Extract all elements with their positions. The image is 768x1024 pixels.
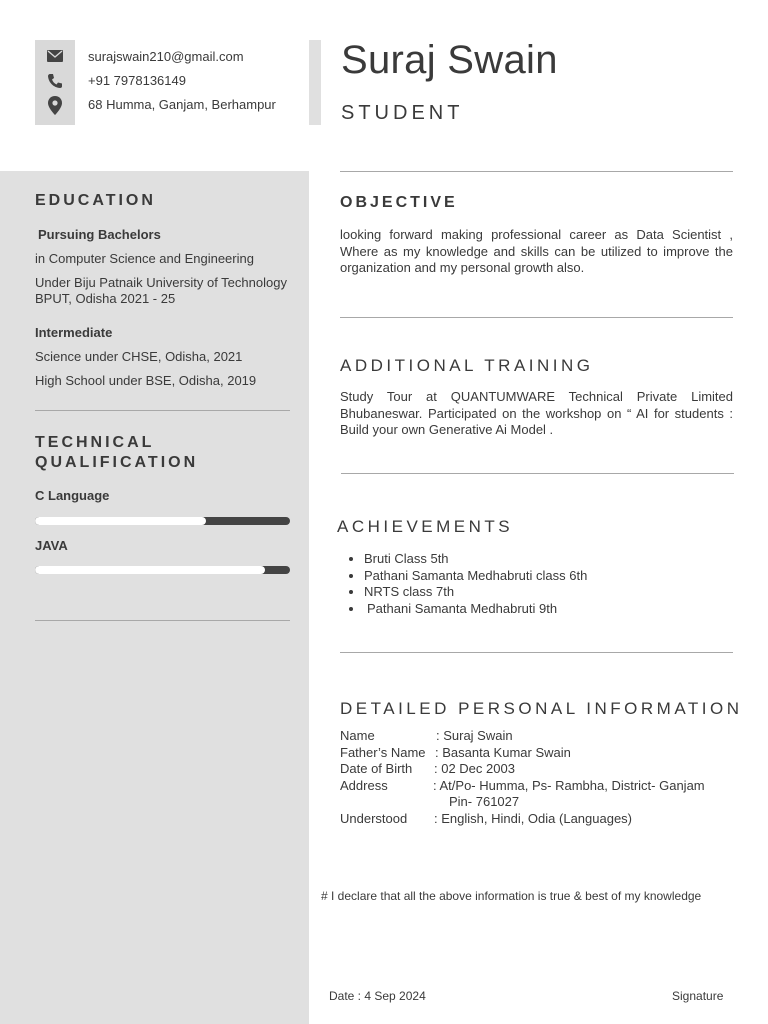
phone-icon [47,73,63,89]
education-title: EDUCATION [35,192,156,209]
divider [35,410,290,411]
personal-row [340,761,740,778]
training-text: Study Tour at QUANTUMWARE Technical Private Limited Bhubaneswar. Participated on the workshop on “ AI for students : Build your own Generative Ai Model . [340,389,733,437]
personal-value: : English, Hindi, Odia (Languages) [434,811,633,826]
skill-bar-java [35,566,290,574]
personal-value: Pin- 761027 [449,794,520,809]
personal-row [340,778,740,795]
technical-title: TECHNICAL QUALIFICATION [35,434,199,471]
skill-name-c: C Language [35,488,110,503]
personal-label: Name [340,728,375,743]
education-university: Under Biju Patnaik University of Technology BPUT, Odisha 2021 - 25 [35,275,287,306]
candidate-name: Suraj Swain [341,38,558,82]
personal-row [340,811,740,828]
education-intermediate: Science under CHSE, Odisha, 2021 [35,349,243,364]
email-icon [47,50,63,62]
contact-address: 68 Humma, Ganjam, Berhampur [88,97,276,112]
personal-label: Address [340,778,388,793]
footer-date: Date : 4 Sep 2024 [329,989,426,1003]
contact-email: surajswain210@gmail.com [88,49,244,64]
contact-phone: +91 7978136149 [88,73,186,88]
divider [340,317,733,318]
achievements-list [340,551,587,617]
education-field: in Computer Science and Engineering [35,251,254,266]
education-high-school: High School under BSE, Odisha, 2019 [35,373,257,388]
list-item: • NRTS class 7th [364,584,587,601]
location-pin-icon [48,96,62,115]
objective-title: OBJECTIVE [340,194,458,211]
candidate-role: STUDENT [341,102,464,124]
divider [35,620,290,621]
skill-fill-c [35,517,206,525]
education-intermediate-label: Intermediate [35,325,113,340]
personal-label: Date of Birth [340,761,413,776]
personal-label: Father’s Name [340,745,426,760]
list-item: • Pathani Samanta Medhabruti class 6th [364,568,587,585]
divider [340,171,733,172]
contact-icon-strip [35,40,75,125]
skill-name-java: JAVA [35,538,68,553]
declaration-text: # I declare that all the above information is true & best of my knowledge [321,889,702,903]
personal-row [340,745,740,762]
footer-signature: Signature [672,989,724,1003]
education-degree: Pursuing Bachelors [38,227,161,242]
list-item: • Bruti Class 5th [364,551,587,568]
personal-value: : Basanta Kumar Swain [435,745,571,760]
divider [340,652,733,653]
personal-value: : Suraj Swain [436,728,513,743]
list-item: • Pathani Samanta Medhabruti 9th [364,601,587,618]
header-divider-bar [309,40,321,125]
skill-bar-c [35,517,290,525]
training-title: ADDITIONAL TRAINING [340,356,594,375]
objective-text: looking forward making professional career as Data Scientist , Where as my knowledge and skills can be utilized to improve the organization and my personal growth also. [340,227,733,275]
personal-row [340,728,740,745]
personal-label: Understood [340,811,408,826]
divider [341,473,734,474]
personal-title: DETAILED PERSONAL INFORMATION [340,699,743,718]
personal-value: : 02 Dec 2003 [434,761,515,776]
personal-row [340,794,740,811]
personal-value: : At/Po- Humma, Ps- Rambha, District- Ganjam [433,778,705,793]
achievements-title: ACHIEVEMENTS [337,517,514,536]
skill-fill-java [35,566,265,574]
